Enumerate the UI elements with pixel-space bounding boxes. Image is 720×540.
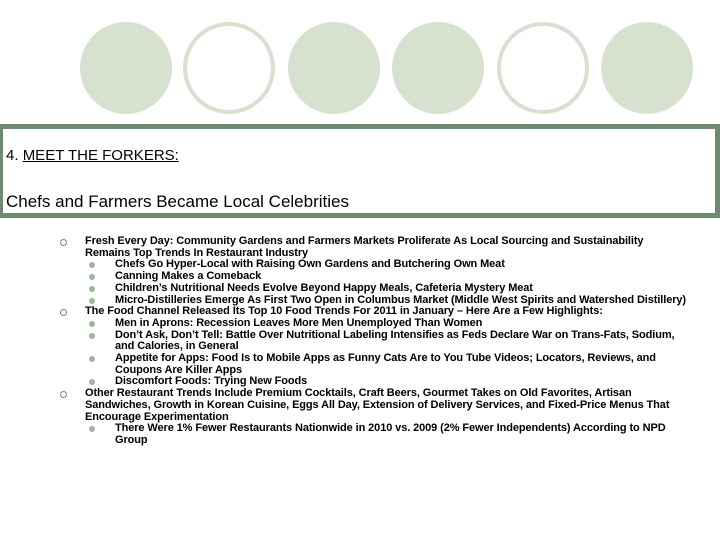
heading-number: 4.: [6, 147, 19, 164]
decorative-circle-6: [601, 22, 693, 114]
bullet-text: Fresh Every Day: Community Gardens and Farmers Markets Proliferate As Local Sourcing and Sustainability Remains Top Trends In Restaurant Industry: [85, 235, 644, 259]
dot-bullet-icon: [89, 426, 95, 432]
slide-subtitle: Chefs and Farmers Became Local Celebrities: [6, 192, 349, 211]
dot-bullet-icon: [89, 274, 95, 280]
dot-bullet-icon: [89, 333, 95, 339]
sub-bullet-item: [85, 283, 690, 295]
sub-bullet-text: Canning Makes a Comeback: [115, 270, 262, 283]
sub-bullet-text: Chefs Go Hyper-Local with Raising Own Gardens and Butchering Own Meat: [115, 258, 505, 271]
sub-bullet-item: [85, 423, 690, 446]
bullet-list: [60, 236, 690, 447]
slide-heading: [6, 147, 179, 164]
sub-bullet-text: There Were 1% Fewer Restaurants Nationwide in 2010 vs. 2009 (2% Fewer Independents) According to NPD Group: [115, 422, 666, 446]
bullet-text: Other Restaurant Trends Include Premium Cocktails, Craft Beers, Gourmet Takes on Old Favorites, Artisan Sandwiches, Growth in Korean Cuisine, Eggs All Day, Extension of Delivery Services, and Fixed-Price Menus That Encourage Experimentation: [85, 387, 670, 423]
bullet-item: [60, 236, 690, 259]
sub-bullet-text: Don’t Ask, Don’t Tell: Battle Over Nutritional Labeling Intensifies as Feds Declare War on Trans-Fats, Sodium, and Calories, in General: [115, 328, 675, 353]
decorative-circle-3: [288, 22, 380, 114]
ring-bullet-icon: [60, 391, 67, 398]
sub-bullet-item: [85, 330, 690, 353]
bullet-text: The Food Channel Released Its Top 10 Food Trends For 2011 in January – Here Are a Few Highlights:: [85, 305, 603, 318]
decorative-circle-1: [80, 22, 172, 114]
decorative-circle-5: [497, 22, 589, 114]
dot-bullet-icon: [89, 379, 95, 385]
decorative-circle-2: [183, 22, 275, 114]
sub-bullet-text: Men in Aprons: Recession Leaves More Men Unemployed Than Women: [115, 316, 483, 329]
dot-bullet-icon: [89, 356, 95, 362]
ring-bullet-icon: [60, 309, 67, 316]
dot-bullet-icon: [89, 298, 95, 304]
dot-bullet-icon: [89, 286, 95, 292]
sub-bullet-item: [85, 318, 690, 330]
sub-bullet-text: Discomfort Foods: Trying New Foods: [115, 375, 308, 388]
bullet-item: [60, 388, 690, 423]
ring-bullet-icon: [60, 239, 67, 246]
decorative-circle-4: [392, 22, 484, 114]
sub-bullet-text: Children’s Nutritional Needs Evolve Beyond Happy Meals, Cafeteria Mystery Meat: [115, 281, 533, 294]
dot-bullet-icon: [89, 321, 95, 327]
sub-bullet-text: Micro-Distilleries Emerge As First Two Open in Columbus Market (Middle West Spirits and Watershed Distillery): [115, 293, 686, 306]
sub-bullet-item: [85, 353, 690, 376]
dot-bullet-icon: [89, 262, 95, 268]
heading-text: MEET THE FORKERS:: [22, 147, 179, 164]
sub-bullet-text: Appetite for Apps: Food Is to Mobile Apps as Funny Cats Are to You Tube Videos; Locators, Reviews, and Coupons Are Killer Apps: [115, 352, 656, 376]
